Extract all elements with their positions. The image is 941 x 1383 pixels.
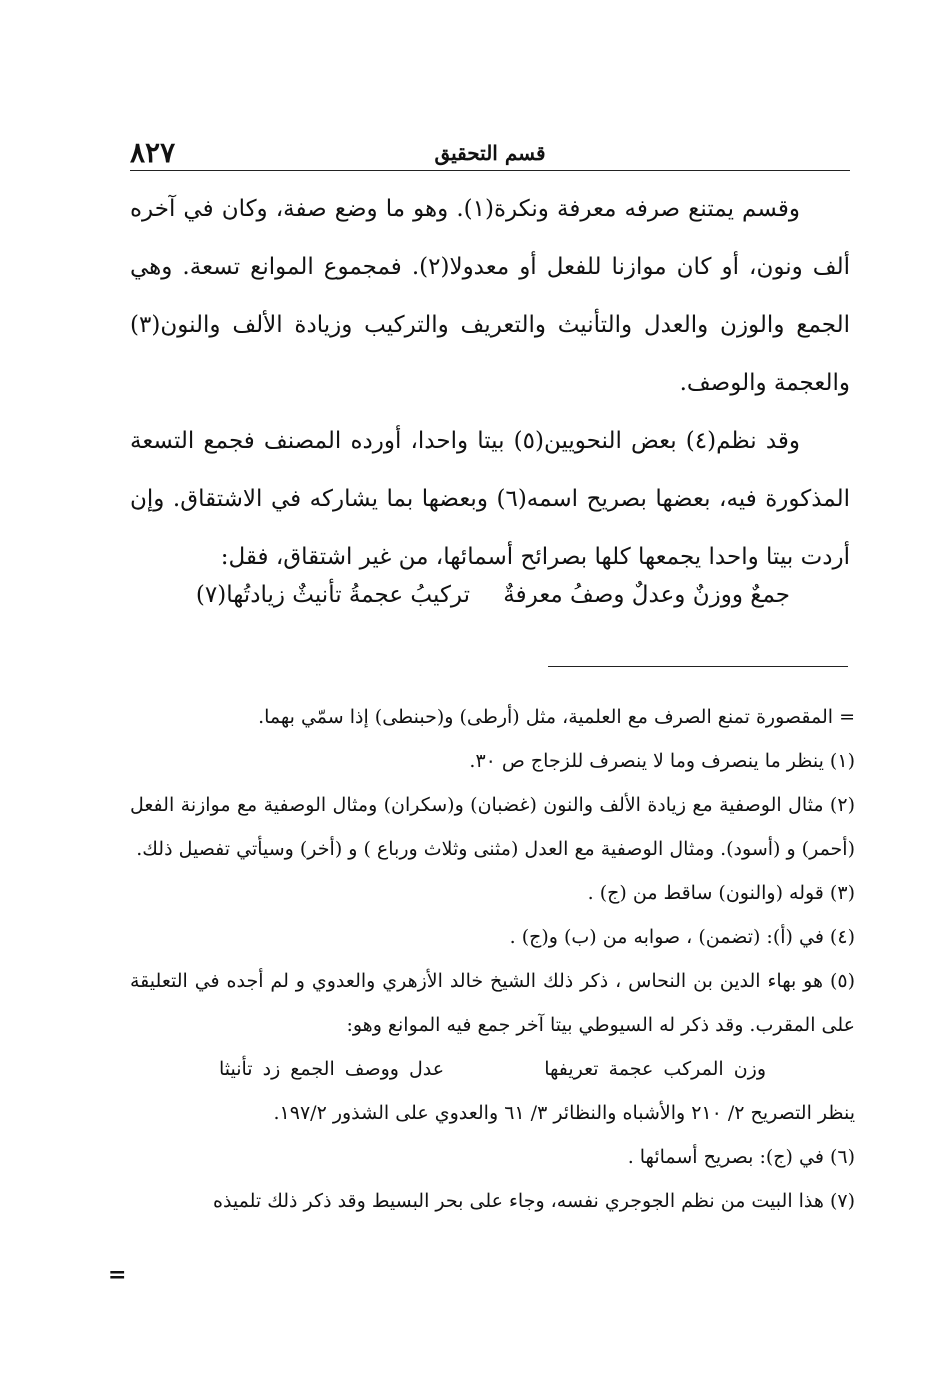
footnote-4: (٤) في (أ): (تضمن) ، صوابه من (ب) و(ج) . [509, 926, 855, 948]
footnote-3: (٣) قوله (والنون) ساقط من (ج) . [587, 882, 855, 904]
footnote-5-verse-hemistich-1: وزن المركب عجمة تعريفها [544, 1058, 767, 1080]
poem-hemistich-2: تركيبُ عجمةُ تأنيثٌ زيادتُها(٧) [195, 582, 470, 608]
page-header [130, 136, 850, 171]
poem-hemistich-1: جمعٌ ووزنٌ وعدلٌ وصفُ معرفةٌ [503, 582, 790, 608]
continued-mark: = [108, 1262, 127, 1288]
section-title: قسم التحقيق [434, 141, 546, 165]
page-number: ٨٢٧ [130, 136, 176, 169]
footnote-5-verse [130, 1047, 855, 1091]
footnote-6: (٦) في (ج): بصريح أسمائها . [627, 1146, 855, 1168]
footnote-5: (٥) هو بهاء الدين بن النحاس ، ذكر ذلك الشيخ خالد الأزهري والعدوي و لم أجده في التعليقة على المقرب. وقد ذكر له السيوطي بيتا آخر جمع فيه الموانع وهو: [130, 970, 855, 1036]
paragraph-2: وقد نظم(٤) بعض النحويين(٥) بيتا واحدا، أورده المصنف فجمع التسعة المذكورة فيه، بعضها بصريح اسمه(٦) وبعضها بما يشاركه في الاشتقاق. وإن أردت بيتا واحدا يجمعها كلها بصرائح أسمائها، من غير اشتقاق، فقل: [130, 428, 851, 570]
footnotes [130, 695, 855, 1223]
footnote-continuation [130, 695, 855, 739]
footnote-5-verse-hemistich-2: عدل ووصف الجمع زد تأنيثا [218, 1058, 445, 1080]
footnote-7: (٧) هذا البيت من نظم الجوجري نفسه، وجاء على بحر البسيط وقد ذكر ذلك تلميذه [212, 1190, 855, 1212]
footnote-1: (١) ينظر ما ينصرف وما لا ينصرف للزجاج ص ٣٠. [469, 750, 855, 772]
footnote-continuation-text: المقصورة تمنع الصرف مع العلمية، مثل (أرطى) و(حبنطى) إذا سمّي بهما. [258, 706, 834, 728]
continuation-mark: = [839, 706, 855, 728]
footnote-2: (٢) مثال الوصفية مع زيادة الألف والنون (غضبان) و(سكران) ومثال الوصفية مع موازنة الفعل (أحمر) و (أسود). ومثال الوصفية مع العدل (مثنى وثلاث ورباع ) و (أخر) وسيأتي تفصيل ذلك. [130, 794, 855, 860]
footnote-divider [548, 666, 848, 667]
main-text [130, 180, 850, 586]
paragraph-1: وقسم يمتنع صرفه معرفة ونكرة(١). وهو ما وضع صفة، وكان في آخره ألف ونون، أو كان موازنا للفعل أو معدولا(٢). فمجموع الموانع تسعة. وهي الجمع والوزن والعدل والتأنيث والتعريف والتركيب وزيادة الألف والنون(٣) والعجمة والوصف. [130, 196, 851, 396]
footnote-5-reference: ينظر التصريح ٢/ ٢١٠ والأشباه والنظائر ٣/ ٦١ والعدوي على الشذور ١٩٧/٢. [273, 1102, 855, 1124]
